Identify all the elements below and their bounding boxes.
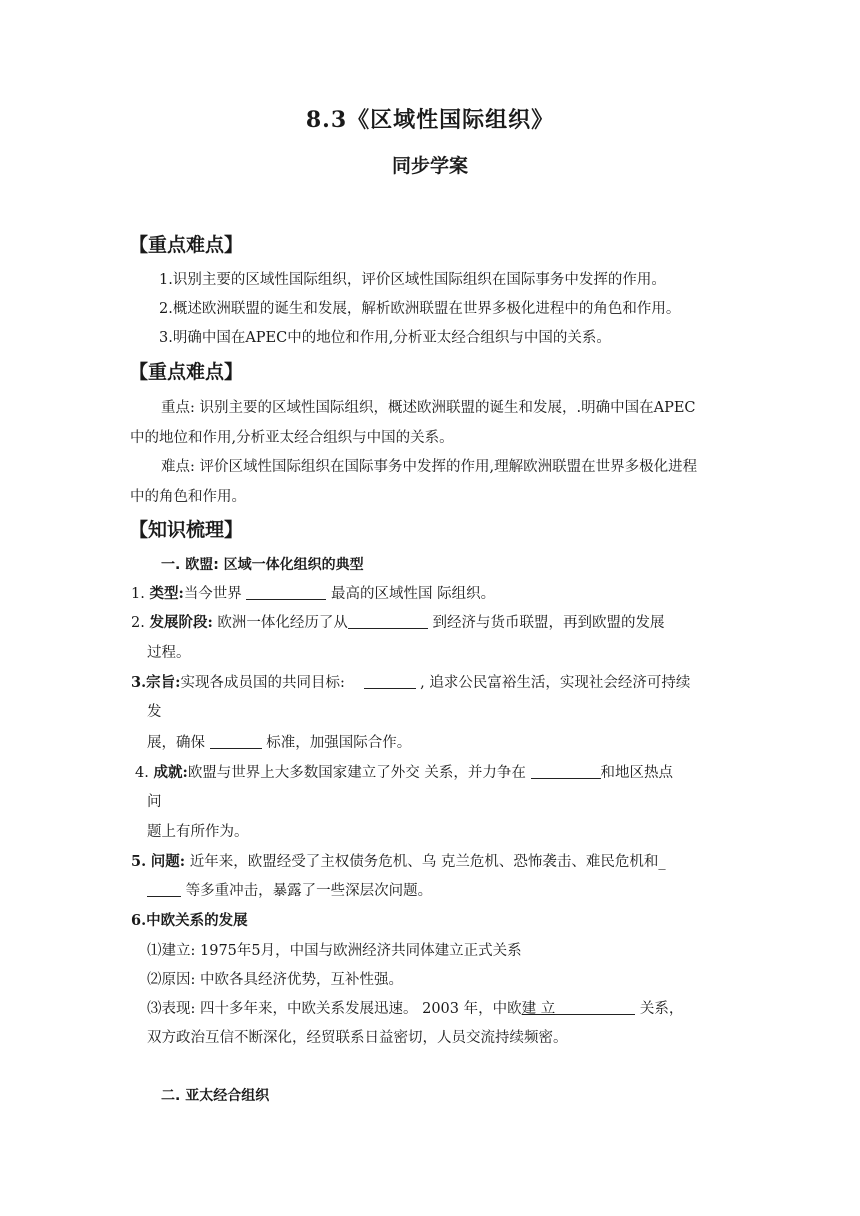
answer-blank-4[interactable] bbox=[210, 734, 262, 749]
question-2-text-b: 到经济与货币联盟，再到欧盟的发展 bbox=[432, 615, 665, 631]
objective-item-2: 2.概述欧洲联盟的诞生和发展，解析欧洲联盟在世界多极化进程中的角色和作用。 bbox=[159, 301, 681, 317]
question-1-text-b: 最高的区域性国 际组织。 bbox=[331, 586, 496, 602]
question-6-item-2: ⑵原因: 中欧各具经济优势，互补性强。 bbox=[147, 972, 403, 988]
answer-blank-5[interactable] bbox=[531, 764, 601, 779]
question-1-label: 类型: bbox=[149, 585, 184, 602]
question-6-title: 6.中欧关系的发展 bbox=[131, 912, 248, 929]
question-2 bbox=[131, 611, 665, 632]
question-5-number: 5. bbox=[131, 853, 147, 870]
objective-item-1: 1.识别主要的区域性国际组织，评价区域性国际组织在国际事务中发挥的作用。 bbox=[159, 272, 666, 288]
answer-blank-3[interactable] bbox=[364, 674, 416, 689]
document-subtitle: 同步学案 bbox=[391, 155, 468, 177]
question-3-wrap: 发 bbox=[147, 704, 162, 720]
question-5-label: 问题: bbox=[150, 853, 186, 870]
part-one-title: 一. 欧盟: 区域一体化组织的典型 bbox=[161, 557, 364, 573]
question-6-item-1: ⑴建立: 1975年5月，中国与欧洲经济共同体建立正式关系 bbox=[147, 943, 522, 959]
question-5-text-a: 近年来，欧盟经受了主权债务危机、乌 克兰危机、恐怖袭击、难民危机和_ bbox=[189, 854, 666, 870]
question-1-text-a: 当今世界 bbox=[183, 586, 242, 602]
question-4 bbox=[135, 761, 673, 782]
section-heading-key-points: 【重点难点】 bbox=[129, 234, 244, 256]
difficult-point-line-2: 中的角色和作用。 bbox=[130, 489, 246, 505]
part-two-title: 二. 亚太经合组织 bbox=[161, 1088, 270, 1104]
answer-blank-6[interactable] bbox=[147, 882, 181, 897]
key-point-line-1: 重点: 识别主要的区域性国际组织，概述欧洲联盟的诞生和发展，.明确中国在APEC bbox=[161, 400, 696, 416]
question-5 bbox=[131, 850, 666, 871]
question-3-text-d: 展，确保 bbox=[147, 735, 205, 751]
section-heading-knowledge: 【知识梳理】 bbox=[129, 519, 244, 541]
question-2-continuation: 过程。 bbox=[147, 645, 191, 661]
question-4-number: 4. bbox=[135, 765, 149, 781]
question-6-item-3-line-2: 双方政治互信不断深化，经贸联系日益密切，人员交流持续频密。 bbox=[147, 1030, 568, 1046]
answer-blank-1[interactable] bbox=[246, 585, 326, 600]
objective-item-3: 3.明确中国在APEC中的地位和作用,分析亚太经合组织与中国的关系。 bbox=[159, 330, 611, 346]
question-6-item-3-text-b: 关系， bbox=[639, 1001, 684, 1017]
key-point-line-2: 中的地位和作用,分析亚太经合组织与中国的关系。 bbox=[130, 430, 454, 446]
question-3-text-e: 标准，加强国际合作。 bbox=[266, 735, 412, 751]
question-3 bbox=[131, 671, 690, 692]
question-6-item-3 bbox=[147, 997, 683, 1018]
question-1-number: 1. bbox=[131, 586, 145, 602]
question-4-text-b: 和地区热点 bbox=[600, 765, 674, 781]
question-4-text-a: 欧盟与世界上大多数国家建立了外交 关系，并力争在 bbox=[187, 765, 526, 781]
question-2-label: 发展阶段: bbox=[149, 614, 213, 631]
difficult-point-line-1: 难点: 评价区域性国际组织在国际事务中发挥的作用,理解欧洲联盟在世界多极化进程 bbox=[161, 459, 698, 475]
question-6-underlined-text: 建 立 bbox=[521, 1001, 556, 1017]
question-2-text-a: 欧洲一体化经历了从 bbox=[217, 615, 348, 631]
question-3-line-2 bbox=[147, 731, 411, 752]
question-4-wrap: 问 bbox=[147, 794, 162, 810]
question-5-line-2 bbox=[147, 879, 432, 900]
answer-blank-2[interactable] bbox=[348, 614, 428, 629]
question-2-number: 2. bbox=[131, 615, 145, 631]
question-3-text-a: 实现各成员国的共同目标: bbox=[180, 675, 345, 691]
document-title: 8.3《区域性国际组织》 bbox=[305, 107, 555, 133]
answer-blank-7[interactable] bbox=[555, 1000, 635, 1015]
question-3-text-b: , 追求公民富裕生活，实现社会经济可持续 bbox=[420, 675, 691, 691]
question-4-line-2: 题上有所作为。 bbox=[147, 824, 249, 840]
question-5-text-b: 等多重冲击，暴露了一些深层次问题。 bbox=[185, 883, 433, 899]
question-6-item-3-text-a: ⑶表现: 四十多年来，中欧关系发展迅速。 2003 年，中欧 bbox=[147, 1001, 522, 1017]
question-1 bbox=[131, 582, 495, 603]
section-heading-key-difficult: 【重点难点】 bbox=[129, 361, 244, 383]
question-3-label: 3.宗旨: bbox=[131, 674, 181, 691]
question-4-label: 成就: bbox=[153, 764, 188, 781]
